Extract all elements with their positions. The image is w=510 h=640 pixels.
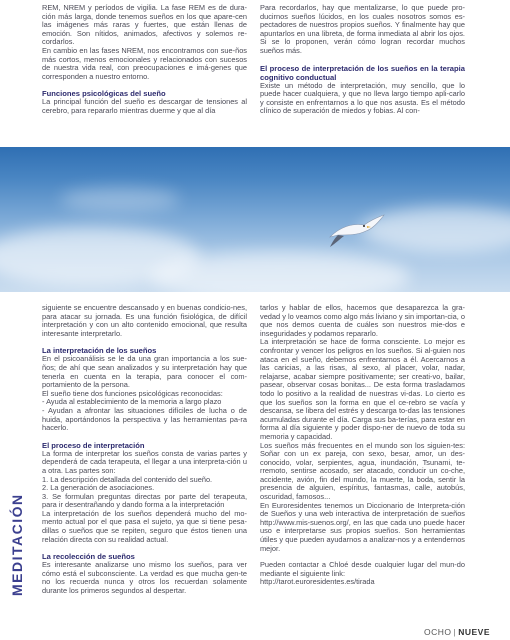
paragraph: La forma de interpretar los sueños consta de varias partes y dependerá de cada terapeuta, el llegar a una interpreta-ción u a otra. Las partes son:	[42, 448, 247, 475]
list-item: 1. La descripción detallada del contenido del sueño.	[42, 474, 213, 484]
bottom-left-column	[42, 304, 247, 596]
list-item: 2. La generación de asociaciones.	[42, 483, 155, 493]
list-item: 3. Se formulan preguntas directas por parte del terapeuta, para ir desentrañando y dando forma a la interpretación	[42, 491, 247, 510]
section-heading: La interpretación de los sueños	[42, 346, 157, 356]
section-label: MEDITACIÓN	[9, 493, 25, 596]
page-number-left: OCHO	[424, 627, 452, 637]
page-footer	[424, 627, 490, 637]
paragraph: siguiente se encuentre descansado y en buenas condicio-nes, para atacar su jornada. Es una función fisiológica, de difícil interpretación y con un alto contenido emocional, que resulta interesante interpretarlo.	[42, 303, 247, 338]
footer-separator: |	[453, 627, 457, 637]
seagull-icon	[326, 209, 386, 249]
section-heading: La recolección de sueños	[42, 552, 135, 562]
paragraph: Para recordarlos, hay que mentalizarse, lo que puede pro-ducirnos sueños lúcidos, en los cuales nosotros somos es-pectadores de nuestros propios sueños. Y finalmente hay que apuntarlos en una libreta, de forma inmediata al abrir los ojos. Si se lo proponen, verán cómo logran recordar muchos sueños más.	[260, 3, 465, 55]
paragraph: En el psicoanálisis se le da una gran importancia a los sue-ños; de ahí que sean analizados y su interpretación hay que tenerla en cuenta en la terapia, para conocer el com-portamiento de la persona.	[42, 354, 247, 390]
paragraph: tarlos y hablar de ellos, hacemos que desaparezca la gra-vedad y lo veamos como algo más liviano y sin importan-cia, o que nos demos cuenta de cuáles son nuestros mie-dos e inseguridades y podamos repararlo.	[260, 303, 465, 338]
paragraph: Es interesante analizarse uno mismo los sueños, para ver cómo está el subconsciente. La verdad es que mucha gen-te no los recuerda nunca y otros los recuerdan solamente durante los primeros segundos al despertar.	[42, 560, 247, 596]
section-heading: Funciones psicológicas del sueño	[42, 89, 166, 99]
contact-link[interactable]: http://tarot.euroresidentes.es/tirada	[260, 577, 375, 587]
page-number-right: NUEVE	[458, 627, 491, 637]
paragraph: La interpretación se hace de forma consciente. Lo mejor es confrontar y vencer los peligros en los sueños. Si al-guien nos ataca en el sueño, debemos enfrentarnos a él. Acercarnos a las caricias, a las risas, al sexo, al placer, volar, nadar, relajarse, acabar siempre positivamente; ser creati-vo, bailar, pasear, observar cosas bonitas... De esta forma trasladamos todo lo positivo a la realidad de nuestras vi-das. Lo cierto es que los sueños son la forma en que el ce-rebro se vacía y descansa, se libera del estrés y descarga to-das las tensiones acumuladas durante el día. Carga sus ba-terías, para estar en forma al día siguiente y poder dispo-ner de nuevo de toda su memoria y capacidad.	[260, 337, 465, 441]
bottom-right-column	[260, 304, 465, 587]
paragraph: REM, NREM y períodos de vigilia. La fase REM es de dura-ción más larga, donde tenemos sueños en los que apare-cen las imágenes más raras y fuertes, que están llenas de emoción. Son nítidos, animados, afectivos y solemos re-cordarlos.	[42, 3, 247, 47]
paragraph: Pueden contactar a Chloé desde cualquier lugar del mun-do mediante el siguiente link:	[260, 560, 465, 578]
paragraph: En Euroresidentes tenemos un Diccionario de Interpreta-ción de Sueños y una web interactiva de interpretación de sueños http://www.mis-suenos.org/, en las que cada uno puede hacer uso e interpretarse sus propios sueños. Son herramientas útiles y que pueden ayudarnos a analizar-nos y a entendernos mejor.	[260, 500, 465, 553]
paragraph: La interpretación de los sueños dependerá mucho del mo-mento actual por el que pasa el sujeto, ya que si tiene pesa-dillas o sueños que se repiten, seguro que éstos tienen una relación directa con su realidad actual.	[42, 508, 247, 544]
paragraph: Existe un método de interpretación, muy sencillo, que lo puede hacer cualquiera, y que no lleva largo tiempo apli-carlo y consiste en enfrentarnos a lo que nos asusta. Es el método clínico de superación de miedos y fobias. Al con-	[260, 80, 465, 116]
list-item: - Ayuda al establecimiento de la memoria a largo plazo	[42, 397, 222, 407]
paragraph: El sueño tiene dos funciones psicológicas reconocidas:	[42, 388, 223, 398]
list-item: - Ayudan a afrontar las situaciones difíciles de lucha o de huida, aportándonos la perspectiva y las herramientas pa-ra hacerlo.	[42, 405, 247, 433]
top-left-column	[42, 4, 247, 116]
paragraph: En cambio en las fases NREM, nos encontramos con sue-ños más cortos, menos emocionales y relacionados con sucesos de nuestra vida real, con preocupaciones e imá-genes que corresponden a nuestro entorno.	[42, 45, 247, 81]
section-heading: El proceso de interpretación de los sueños en la terapia cognitivo conductual	[260, 63, 465, 82]
paragraph: Los sueños más frecuentes en el mundo son los siguien-tes: Soñar con un ex pareja, con sexo, besar, amor, un des-conocido, volar, serpientes, agua, inundación, Tsunami, te-rremoto, sentirse acosado, ser atacado, conducir un co-che, accidente, avión, fin del mundo, la muerte, la boda, sentir la presencia de alguien, espíritus, fantasmas, calle, autobús, oscuridad, famosos...	[260, 440, 465, 502]
section-heading: El proceso de interpretación	[42, 440, 145, 450]
top-right-column	[260, 4, 465, 116]
paragraph: La principal función del sueño es descargar de tensiones al cerebro, para repararlo mientras duerme y que al día	[42, 97, 247, 115]
sky-photo	[0, 147, 510, 292]
